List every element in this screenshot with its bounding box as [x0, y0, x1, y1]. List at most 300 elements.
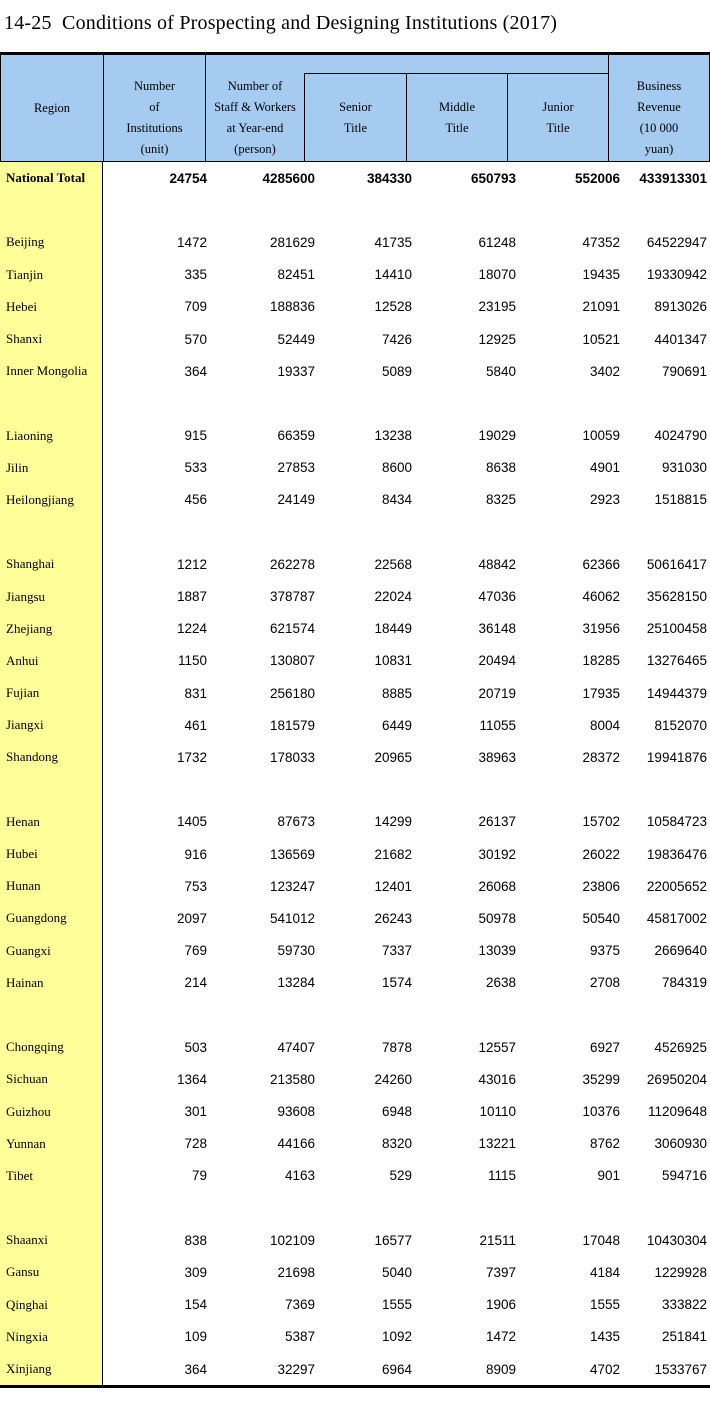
value-cell: 109 — [184, 1329, 207, 1345]
spacer-row — [0, 999, 710, 1031]
value-cell: 154 — [184, 1297, 207, 1313]
region-cell: Ningxia — [0, 1321, 103, 1353]
value-cell: 28372 — [582, 749, 620, 765]
value-cell: 1555 — [589, 1297, 620, 1313]
header-institutions-line: (unit) — [140, 142, 169, 156]
table-row — [0, 838, 710, 870]
header-staff-workers — [206, 55, 304, 161]
spacer-row — [0, 1192, 710, 1224]
value-cell: 709 — [184, 299, 207, 315]
value-cell — [623, 999, 710, 1031]
table-row — [0, 420, 710, 452]
region-cell: Zhejiang — [0, 613, 103, 645]
value-cell: 26068 — [478, 878, 516, 894]
value-cell: 916 — [184, 846, 207, 862]
value-cell — [210, 194, 318, 226]
region-cell: Shandong — [0, 741, 103, 773]
value-cell: 26243 — [374, 910, 412, 926]
header-junior-title-line: Junior — [542, 99, 574, 114]
value-cell: 50616417 — [646, 556, 707, 572]
value-cell: 19836476 — [646, 846, 707, 862]
value-cell: 12557 — [478, 1039, 516, 1055]
header-staff-workers-line: Number of — [227, 79, 283, 93]
value-cell: 213580 — [269, 1071, 315, 1087]
value-cell: 8004 — [589, 717, 620, 733]
table-row — [0, 291, 710, 323]
value-cell: 335 — [184, 267, 207, 283]
table-row — [0, 1160, 710, 1192]
value-cell: 17935 — [582, 685, 620, 701]
header-senior-title — [304, 73, 406, 161]
value-cell — [318, 516, 415, 548]
value-cell: 26950204 — [646, 1071, 707, 1087]
value-cell: 25100458 — [646, 621, 707, 637]
table-row — [0, 1031, 710, 1063]
value-cell — [623, 774, 710, 806]
header-senior-title-line: Senior — [339, 99, 372, 114]
value-cell: 8434 — [381, 492, 412, 508]
value-cell — [519, 194, 623, 226]
region-cell: Shanxi — [0, 323, 103, 355]
value-cell: 8885 — [381, 685, 412, 701]
value-cell: 11055 — [479, 717, 516, 733]
value-cell: 20494 — [478, 653, 516, 669]
value-cell — [415, 1192, 519, 1224]
region-cell: Henan — [0, 806, 103, 838]
value-cell: 461 — [184, 717, 207, 733]
header-junior-title — [507, 73, 608, 161]
value-cell — [210, 999, 318, 1031]
value-cell: 59730 — [277, 943, 315, 959]
table-header — [0, 52, 710, 162]
value-cell: 20965 — [374, 749, 412, 765]
value-cell: 178033 — [269, 749, 315, 765]
spacer-row — [0, 774, 710, 806]
value-cell: 18449 — [374, 621, 412, 637]
value-cell: 2708 — [589, 975, 620, 991]
spacer-row — [0, 516, 710, 548]
region-cell: Xinjiang — [0, 1353, 103, 1385]
table-row — [0, 1224, 710, 1256]
value-cell: 433913301 — [639, 170, 707, 186]
value-cell — [318, 194, 415, 226]
value-cell: 50978 — [478, 910, 516, 926]
value-cell: 16577 — [374, 1232, 412, 1248]
value-cell — [318, 1192, 415, 1224]
table-row — [0, 548, 710, 580]
value-cell: 14299 — [374, 814, 412, 830]
value-cell: 5089 — [381, 363, 412, 379]
value-cell: 62366 — [582, 556, 620, 572]
table-body — [0, 162, 710, 1385]
value-cell: 301 — [184, 1104, 207, 1120]
table-row — [0, 484, 710, 516]
value-cell: 14410 — [374, 267, 412, 283]
value-cell: 541012 — [269, 910, 315, 926]
table-row — [0, 806, 710, 838]
value-cell: 27853 — [277, 460, 315, 476]
region-cell: Heilongjiang — [0, 484, 103, 516]
value-cell: 47352 — [582, 234, 620, 250]
header-staff-workers-line: (person) — [234, 142, 276, 156]
region-cell: Guizhou — [0, 1095, 103, 1127]
value-cell: 10059 — [582, 428, 620, 444]
value-cell: 23806 — [582, 878, 620, 894]
value-cell: 552006 — [574, 170, 620, 186]
header-institutions-line: Number — [134, 79, 175, 93]
table-row — [0, 162, 710, 194]
value-cell: 364 — [184, 1361, 207, 1377]
value-cell: 4024790 — [654, 428, 707, 444]
region-cell: Liaoning — [0, 420, 103, 452]
header-staff-workers-line: at Year-end — [226, 121, 284, 135]
value-cell: 48842 — [478, 556, 516, 572]
value-cell: 10430304 — [646, 1232, 707, 1248]
region-cell — [0, 387, 103, 419]
value-cell: 22024 — [374, 589, 412, 605]
value-cell: 41735 — [374, 234, 412, 250]
value-cell: 102109 — [269, 1232, 315, 1248]
value-cell: 901 — [597, 1168, 620, 1184]
table-row — [0, 935, 710, 967]
value-cell: 784319 — [661, 975, 707, 991]
value-cell: 24754 — [169, 170, 207, 186]
region-cell: National Total — [0, 162, 103, 194]
value-cell: 8909 — [485, 1361, 516, 1377]
table-row — [0, 677, 710, 709]
value-cell: 256180 — [269, 685, 315, 701]
region-cell: Jiangsu — [0, 580, 103, 612]
value-cell — [103, 1192, 210, 1224]
value-cell: 2097 — [176, 910, 207, 926]
value-cell: 24149 — [277, 492, 315, 508]
table-row — [0, 1256, 710, 1288]
header-business-revenue-line: (10 000 — [639, 121, 679, 135]
header-business-revenue-line: Business — [636, 79, 682, 93]
value-cell: 36148 — [478, 621, 516, 637]
region-cell: Fujian — [0, 677, 103, 709]
header-institutions-line: of — [149, 100, 160, 114]
value-cell: 8325 — [485, 492, 516, 508]
value-cell: 1435 — [589, 1329, 620, 1345]
value-cell: 130807 — [269, 653, 315, 669]
value-cell — [103, 516, 210, 548]
value-cell — [103, 774, 210, 806]
value-cell: 1555 — [381, 1297, 412, 1313]
value-cell: 3402 — [589, 363, 620, 379]
value-cell: 570 — [184, 331, 207, 347]
value-cell — [415, 516, 519, 548]
region-cell: Hainan — [0, 967, 103, 999]
value-cell: 7878 — [381, 1039, 412, 1055]
value-cell: 4184 — [589, 1264, 620, 1280]
region-cell — [0, 194, 103, 226]
value-cell: 20719 — [478, 685, 516, 701]
value-cell: 21091 — [582, 299, 620, 315]
value-cell: 19435 — [582, 267, 620, 283]
value-cell: 10521 — [582, 331, 620, 347]
value-cell: 30192 — [478, 846, 516, 862]
value-cell: 1229928 — [654, 1264, 707, 1280]
value-cell: 1533767 — [654, 1361, 707, 1377]
region-cell — [0, 774, 103, 806]
region-cell: Hunan — [0, 870, 103, 902]
value-cell — [623, 516, 710, 548]
value-cell: 1224 — [176, 621, 207, 637]
value-cell: 47036 — [478, 589, 516, 605]
value-cell: 594716 — [661, 1168, 707, 1184]
table-row — [0, 1128, 710, 1160]
value-cell — [318, 387, 415, 419]
value-cell: 43016 — [478, 1071, 516, 1087]
value-cell: 6449 — [381, 717, 412, 733]
value-cell: 384330 — [366, 170, 412, 186]
value-cell: 931030 — [661, 460, 707, 476]
region-cell: Guangxi — [0, 935, 103, 967]
value-cell: 13284 — [277, 975, 315, 991]
value-cell: 12528 — [374, 299, 412, 315]
value-cell: 456 — [184, 492, 207, 508]
table-row — [0, 1063, 710, 1095]
table-row — [0, 613, 710, 645]
value-cell: 9375 — [589, 943, 620, 959]
value-cell: 21511 — [479, 1232, 516, 1248]
value-cell: 4163 — [284, 1168, 315, 1184]
value-cell — [103, 999, 210, 1031]
value-cell — [415, 774, 519, 806]
value-cell: 19337 — [277, 363, 315, 379]
header-middle-title — [406, 73, 507, 161]
value-cell — [415, 194, 519, 226]
page-title: 14-25 Conditions of Prospecting and Designing Institutions (2017) — [4, 12, 558, 34]
value-cell: 19029 — [478, 428, 516, 444]
value-cell — [415, 387, 519, 419]
region-cell: Guangdong — [0, 902, 103, 934]
value-cell: 4901 — [589, 460, 620, 476]
value-cell: 4526925 — [654, 1039, 707, 1055]
value-cell: 214 — [184, 975, 207, 991]
value-cell: 533 — [184, 460, 207, 476]
value-cell: 364 — [184, 363, 207, 379]
value-cell: 35628150 — [646, 589, 707, 605]
value-cell: 8320 — [381, 1136, 412, 1152]
spacer-row — [0, 387, 710, 419]
value-cell — [519, 516, 623, 548]
value-cell: 32297 — [277, 1361, 315, 1377]
table-row — [0, 226, 710, 258]
value-cell — [210, 1192, 318, 1224]
value-cell: 8913026 — [654, 299, 707, 315]
value-cell: 915 — [184, 428, 207, 444]
value-cell: 529 — [389, 1168, 412, 1184]
value-cell — [318, 774, 415, 806]
value-cell: 7426 — [381, 331, 412, 347]
value-cell — [210, 774, 318, 806]
table-row — [0, 259, 710, 291]
table-bottom-border — [0, 1385, 710, 1388]
value-cell: 12401 — [374, 878, 412, 894]
value-cell: 38963 — [478, 749, 516, 765]
value-cell: 1150 — [177, 653, 207, 669]
value-cell: 44166 — [277, 1136, 315, 1152]
header-business-revenue-line: yuan) — [644, 142, 674, 156]
region-cell: Yunnan — [0, 1128, 103, 1160]
value-cell: 50540 — [582, 910, 620, 926]
value-cell: 5387 — [284, 1329, 315, 1345]
value-cell — [623, 1192, 710, 1224]
table-row — [0, 741, 710, 773]
table-row — [0, 870, 710, 902]
value-cell: 1405 — [176, 814, 207, 830]
table-row — [0, 967, 710, 999]
value-cell: 15702 — [582, 814, 620, 830]
header-region — [1, 55, 104, 161]
value-cell — [623, 194, 710, 226]
table-row — [0, 709, 710, 741]
value-cell: 31956 — [582, 621, 620, 637]
value-cell: 838 — [184, 1232, 207, 1248]
value-cell: 2923 — [589, 492, 620, 508]
value-cell: 136569 — [269, 846, 315, 862]
value-cell — [415, 999, 519, 1031]
value-cell: 21698 — [277, 1264, 315, 1280]
header-senior-title-line: Title — [343, 120, 368, 135]
value-cell: 378787 — [269, 589, 315, 605]
value-cell: 503 — [184, 1039, 207, 1055]
value-cell — [519, 999, 623, 1031]
value-cell: 79 — [191, 1168, 207, 1184]
table-row — [0, 1353, 710, 1385]
value-cell: 333822 — [661, 1297, 707, 1313]
value-cell: 262278 — [269, 556, 315, 572]
value-cell: 7397 — [485, 1264, 516, 1280]
region-cell: Inner Mongolia — [0, 355, 103, 387]
region-cell: Tianjin — [0, 259, 103, 291]
value-cell: 769 — [184, 943, 207, 959]
value-cell: 13276465 — [646, 653, 707, 669]
value-cell: 8600 — [381, 460, 412, 476]
region-cell: Sichuan — [0, 1063, 103, 1095]
value-cell: 18070 — [478, 267, 516, 283]
value-cell: 1732 — [176, 749, 207, 765]
header-staff-workers-line: Staff & Workers — [214, 100, 296, 114]
table-row — [0, 1321, 710, 1353]
table-row — [0, 1095, 710, 1127]
value-cell — [210, 516, 318, 548]
value-cell: 2669640 — [654, 943, 707, 959]
value-cell: 10376 — [582, 1104, 620, 1120]
header-institutions — [104, 55, 206, 161]
value-cell: 790691 — [661, 363, 707, 379]
statistics-table — [0, 52, 710, 1388]
value-cell: 35299 — [582, 1071, 620, 1087]
value-cell: 4285600 — [262, 170, 315, 186]
value-cell: 22005652 — [646, 878, 707, 894]
value-cell: 8762 — [589, 1136, 620, 1152]
region-cell — [0, 1192, 103, 1224]
value-cell: 13221 — [478, 1136, 516, 1152]
value-cell: 181579 — [269, 717, 315, 733]
value-cell: 7337 — [381, 943, 412, 959]
region-cell — [0, 516, 103, 548]
value-cell: 2638 — [485, 975, 516, 991]
value-cell: 7369 — [284, 1297, 315, 1313]
value-cell: 188836 — [269, 299, 315, 315]
value-cell — [318, 999, 415, 1031]
value-cell: 1574 — [381, 975, 412, 991]
table-row — [0, 355, 710, 387]
value-cell: 24260 — [374, 1071, 412, 1087]
header-middle-title-line: Middle — [438, 99, 476, 114]
table-row — [0, 580, 710, 612]
value-cell: 1115 — [487, 1168, 516, 1184]
region-cell: Jilin — [0, 452, 103, 484]
header-business-revenue-line: Revenue — [637, 100, 681, 114]
value-cell — [103, 387, 210, 419]
region-cell: Shanghai — [0, 548, 103, 580]
value-cell: 650793 — [470, 170, 516, 186]
value-cell: 6927 — [589, 1039, 620, 1055]
value-cell: 87673 — [277, 814, 315, 830]
table-row — [0, 1289, 710, 1321]
value-cell: 13039 — [478, 943, 516, 959]
value-cell: 4702 — [589, 1361, 620, 1377]
value-cell: 4401347 — [654, 331, 707, 347]
header-middle-title-line: Title — [445, 120, 469, 135]
value-cell: 123247 — [269, 878, 315, 894]
value-cell: 21682 — [374, 846, 412, 862]
value-cell: 13238 — [374, 428, 412, 444]
value-cell — [103, 194, 210, 226]
value-cell: 3060930 — [654, 1136, 707, 1152]
value-cell: 11209648 — [647, 1104, 707, 1120]
value-cell — [623, 387, 710, 419]
value-cell: 728 — [184, 1136, 207, 1152]
value-cell: 47407 — [277, 1039, 315, 1055]
value-cell: 281629 — [269, 234, 315, 250]
value-cell: 18285 — [582, 653, 620, 669]
region-cell: Hubei — [0, 838, 103, 870]
value-cell: 309 — [184, 1264, 207, 1280]
value-cell: 5040 — [381, 1264, 412, 1280]
value-cell — [210, 387, 318, 419]
header-region-label: Region — [33, 100, 71, 115]
region-cell: Hebei — [0, 291, 103, 323]
region-cell: Anhui — [0, 645, 103, 677]
value-cell: 753 — [184, 878, 207, 894]
value-cell: 23195 — [478, 299, 516, 315]
value-cell: 45817002 — [646, 910, 707, 926]
value-cell: 19941876 — [646, 749, 707, 765]
value-cell: 12925 — [478, 331, 516, 347]
value-cell: 8638 — [485, 460, 516, 476]
value-cell: 6964 — [381, 1361, 412, 1377]
table-row — [0, 323, 710, 355]
value-cell: 8152070 — [654, 717, 707, 733]
value-cell: 14944379 — [646, 685, 707, 701]
value-cell: 93608 — [277, 1104, 315, 1120]
region-cell: Beijing — [0, 226, 103, 258]
value-cell — [519, 774, 623, 806]
header-junior-title-line: Title — [546, 120, 570, 135]
table-row — [0, 645, 710, 677]
value-cell: 64522947 — [646, 234, 707, 250]
value-cell: 26137 — [478, 814, 516, 830]
header-institutions-line: Institutions — [126, 121, 183, 135]
value-cell: 6948 — [381, 1104, 412, 1120]
value-cell: 61248 — [478, 234, 516, 250]
value-cell: 1518815 — [654, 492, 707, 508]
